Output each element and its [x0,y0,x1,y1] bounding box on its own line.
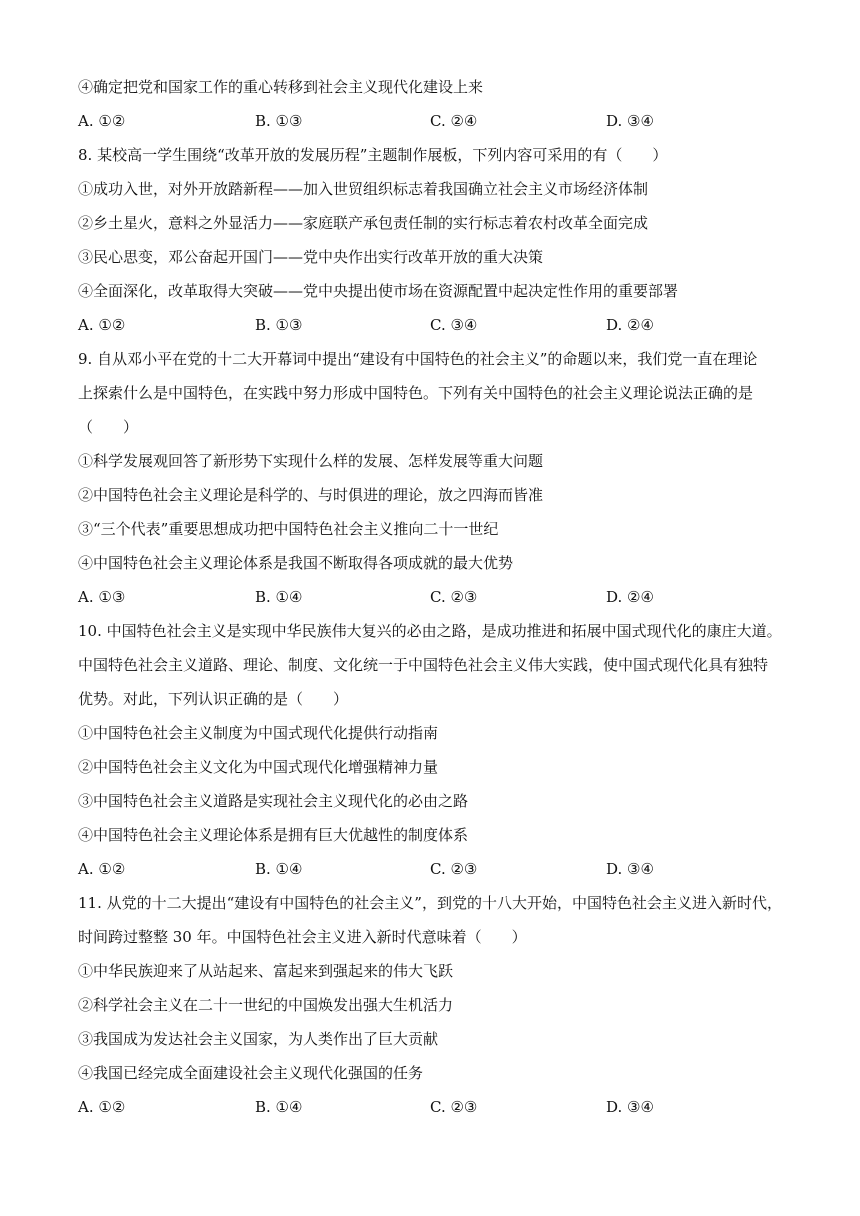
q11-choices [78,1090,788,1124]
q10-choice-c: C. ②③ [430,860,478,878]
q11-stem-line-2: 时间跨过整整 30 年。中国特色社会主义进入新时代意味着（ ） [78,928,527,946]
q10-option-3: ③中国特色社会主义道路是实现社会主义现代化的必由之路 [78,792,469,810]
exam-page [78,70,788,1124]
q10-stem-line-3: 优势。对此，下列认识正确的是（ ） [78,690,349,708]
q8-option-3: ③民心思变，邓公奋起开国门——党中央作出实行改革开放的重大决策 [78,248,544,266]
q9-choice-c: C. ②③ [430,588,478,606]
q7-choices [78,104,788,138]
q7-choice-a: A. ①② [78,112,126,130]
q11-option-4: ④我国已经完成全面建设社会主义现代化强国的任务 [78,1064,424,1082]
q10-choice-b: B. ①④ [255,860,303,878]
q10-choice-d: D. ③④ [606,860,654,878]
q8-choice-c: C. ③④ [430,316,478,334]
q11-choice-b: B. ①④ [255,1098,303,1116]
q10-choice-a: A. ①② [78,860,126,878]
q9-option-4: ④中国特色社会主义理论体系是我国不断取得各项成就的最大优势 [78,554,514,572]
q10-option-2: ②中国特色社会主义文化为中国式现代化增强精神力量 [78,758,439,776]
q8-choice-a: A. ①② [78,316,126,334]
q10-option-4: ④中国特色社会主义理论体系是拥有巨大优越性的制度体系 [78,826,469,844]
q7-option-4: ④确定把党和国家工作的重心转移到社会主义现代化建设上来 [78,78,484,96]
q11-option-1: ①中华民族迎来了从站起来、富起来到强起来的伟大飞跃 [78,962,454,980]
q7-choice-c: C. ②④ [430,112,478,130]
q8-option-1: ①成功入世，对外开放踏新程——加入世贸组织标志着我国确立社会主义市场经济体制 [78,180,649,198]
q9-choice-a: A. ①③ [78,588,126,606]
q11-option-2: ②科学社会主义在二十一世纪的中国焕发出强大生机活力 [78,996,454,1014]
q8-choices [78,308,788,342]
q9-choice-d: D. ②④ [606,588,654,606]
q9-option-1: ①科学发展观回答了新形势下实现什么样的发展、怎样发展等重大问题 [78,452,544,470]
q8-option-4: ④全面深化，改革取得大突破——党中央提出使市场在资源配置中起决定性作用的重要部署 [78,282,679,300]
q7-choice-b: B. ①③ [255,112,303,130]
q8-choice-d: D. ②④ [606,316,654,334]
q11-choice-d: D. ③④ [606,1098,654,1116]
q9-choices [78,580,788,614]
q7-choice-d: D. ③④ [606,112,654,130]
q9-option-2: ②中国特色社会主义理论是科学的、与时俱进的理论，放之四海而皆准 [78,486,544,504]
q9-choice-b: B. ①④ [255,588,303,606]
q8-choice-b: B. ①③ [255,316,303,334]
q11-choice-a: A. ①② [78,1098,126,1116]
q9-stem-line-2: 上探索什么是中国特色，在实践中努力形成中国特色。下列有关中国特色的社会主义理论说法正确的是 [78,384,754,402]
q10-choices [78,852,788,886]
q11-choice-c: C. ②③ [430,1098,478,1116]
q9-stem-line-1: 9. 自从邓小平在党的十二大开幕词中提出“建设有中国特色的社会主义”的命题以来，我们党一直在理论 [78,350,758,368]
q9-option-3: ③“三个代表”重要思想成功把中国特色社会主义推向二十一世纪 [78,520,499,538]
q10-stem-line-2: 中国特色社会主义道路、理论、制度、文化统一于中国特色社会主义伟大实践，使中国式现代化具有独特 [78,656,769,674]
q10-option-1: ①中国特色社会主义制度为中国式现代化提供行动指南 [78,724,439,742]
q8-stem-line-1: 8. 某校高一学生围绕“改革开放的发展历程”主题制作展板，下列内容可采用的有（ ） [78,146,668,164]
q10-stem-line-1: 10. 中国特色社会主义是实现中华民族伟大复兴的必由之路，是成功推进和拓展中国式现代化的康庄大道。 [78,622,782,640]
q9-stem-line-3: （ ） [78,418,139,436]
q11-option-3: ③我国成为发达社会主义国家，为人类作出了巨大贡献 [78,1030,439,1048]
q8-option-2: ②乡土星火，意料之外显活力——家庭联产承包责任制的实行标志着农村改革全面完成 [78,214,649,232]
q11-stem-line-1: 11. 从党的十二大提出“建设有中国特色的社会主义”，到党的十八大开始，中国特色社会主义进入新时代， [78,894,782,912]
